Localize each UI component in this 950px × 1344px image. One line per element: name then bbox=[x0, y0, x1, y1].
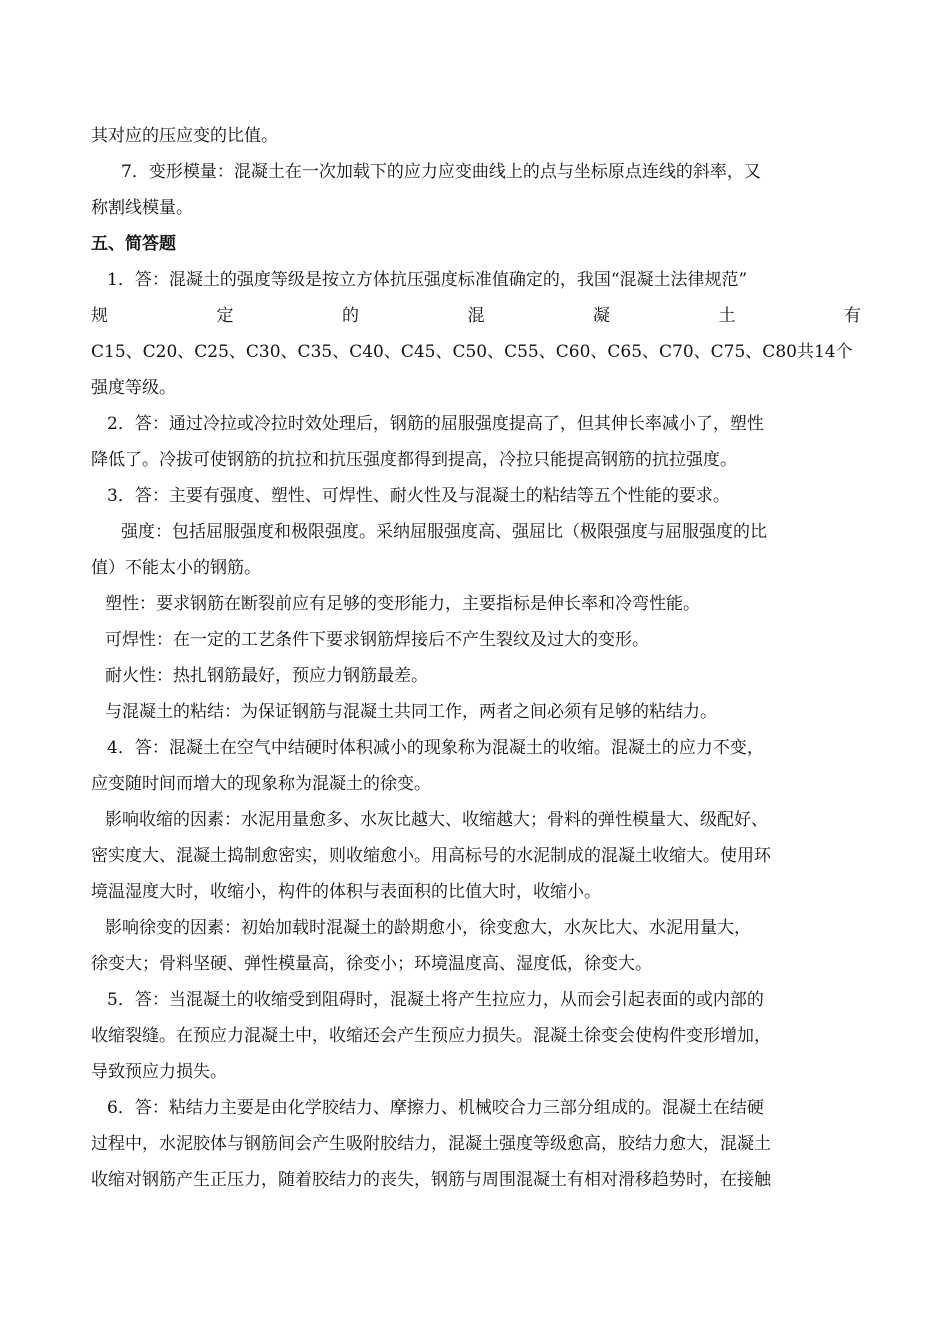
paragraph-line: 密实度大、混凝土捣制愈密实，则收缩愈小。用高标号的水泥制成的混凝土收缩大。使用环 bbox=[91, 846, 771, 866]
paragraph-line: 可焊性：在一定的工艺条件下要求钢筋焊接后不产生裂纹及过大的变形。 bbox=[105, 630, 649, 650]
paragraph-line: 降低了。冷拔可使钢筋的抗拉和抗压强度都得到提高，冷拉只能提高钢筋的抗拉强度。 bbox=[91, 450, 737, 470]
paragraph-line: 塑性：要求钢筋在断裂前应有足够的变形能力，主要指标是伸长率和冷弯性能。 bbox=[105, 594, 700, 614]
paragraph-line: 耐火性：热扎钢筋最好，预应力钢筋最差。 bbox=[105, 666, 428, 686]
paragraph-line: 收缩对钢筋产生正压力，随着胶结力的丧失，钢筋与周围混凝土有相对滑移趋势时，在接触 bbox=[91, 1170, 771, 1190]
justified-text-line bbox=[91, 298, 861, 334]
paragraph-line: 影响徐变的因素：初始加载时混凝土的龄期愈小，徐变愈大，水灰比大、水泥用量大， bbox=[105, 918, 751, 938]
justified-character: 规 bbox=[91, 306, 108, 326]
document-page bbox=[91, 118, 861, 1198]
section-heading: 五、简答题 bbox=[91, 234, 176, 254]
paragraph-line: 值）不能太小的钢筋。 bbox=[91, 558, 261, 578]
paragraph-line: 过程中，水泥胶体与钢筋间会产生吸附胶结力，混凝土强度等级愈高，胶结力愈大，混凝土 bbox=[91, 1134, 771, 1154]
paragraph-line: C15、C20、C25、C30、C35、C40、C45、C50、C55、C60、C65、C70、C75、C80共14个 bbox=[91, 342, 853, 362]
justified-character: 定 bbox=[216, 306, 234, 326]
paragraph-line: 收缩裂缝。在预应力混凝土中，收缩还会产生预应力损失。混凝土徐变会使构件变形增加， bbox=[91, 1026, 771, 1046]
paragraph-line: 强度：包括屈服强度和极限强度。采纳屈服强度高、强屈比（极限强度与屈服强度的比 bbox=[121, 522, 767, 542]
paragraph-line: 应变随时间而增大的现象称为混凝土的徐变。 bbox=[91, 774, 431, 794]
justified-character: 有 bbox=[844, 306, 861, 326]
paragraph-line: 境温湿度大时，收缩小，构件的体积与表面积的比值大时，收缩小。 bbox=[91, 882, 601, 902]
paragraph-line: 徐变大；骨料坚硬、弹性模量高，徐变小；环境温度高、湿度低，徐变大。 bbox=[91, 954, 652, 974]
justified-character: 的 bbox=[342, 306, 359, 326]
paragraph-line: 与混凝土的粘结：为保证钢筋与混凝土共同工作，两者之间必须有足够的粘结力。 bbox=[105, 702, 717, 722]
justified-character: 凝 bbox=[593, 306, 610, 326]
paragraph-line: 强度等级。 bbox=[91, 378, 176, 398]
justified-character: 土 bbox=[718, 306, 736, 326]
paragraph-line: 1．答：混凝土的强度等级是按立方体抗压强度标准值确定的，我国“混凝土法律规范” bbox=[107, 270, 748, 290]
paragraph-line: 3．答：主要有强度、塑性、可焊性、耐火性及与混凝土的粘结等五个性能的要求。 bbox=[107, 486, 730, 506]
paragraph-line: 4．答：混凝土在空气中结硬时体积减小的现象称为混凝土的收缩。混凝土的应力不变， bbox=[107, 738, 764, 758]
paragraph-line: 6．答：粘结力主要是由化学胶结力、摩擦力、机械咬合力三部分组成的。混凝土在结硬 bbox=[107, 1098, 764, 1118]
paragraph-line: 其对应的压应变的比值。 bbox=[91, 126, 278, 146]
paragraph-line: 5．答：当混凝土的收缩受到阻碍时，混凝土将产生拉应力，从而会引起表面的或内部的 bbox=[107, 990, 764, 1010]
justified-character: 混 bbox=[467, 306, 485, 326]
paragraph-line: 导致预应力损失。 bbox=[91, 1062, 227, 1082]
paragraph-line: 影响收缩的因素：水泥用量愈多、水灰比越大、收缩越大；骨料的弹性模量大、级配好、 bbox=[105, 810, 768, 830]
paragraph-line: 称割线模量。 bbox=[91, 198, 193, 218]
paragraph-line: 2．答：通过冷拉或冷拉时效处理后，钢筋的屈服强度提高了，但其伸长率减小了，塑性 bbox=[107, 414, 764, 434]
paragraph-line: 7．变形模量：混凝土在一次加载下的应力应变曲线上的点与坐标原点连线的斜率，又 bbox=[121, 162, 761, 182]
